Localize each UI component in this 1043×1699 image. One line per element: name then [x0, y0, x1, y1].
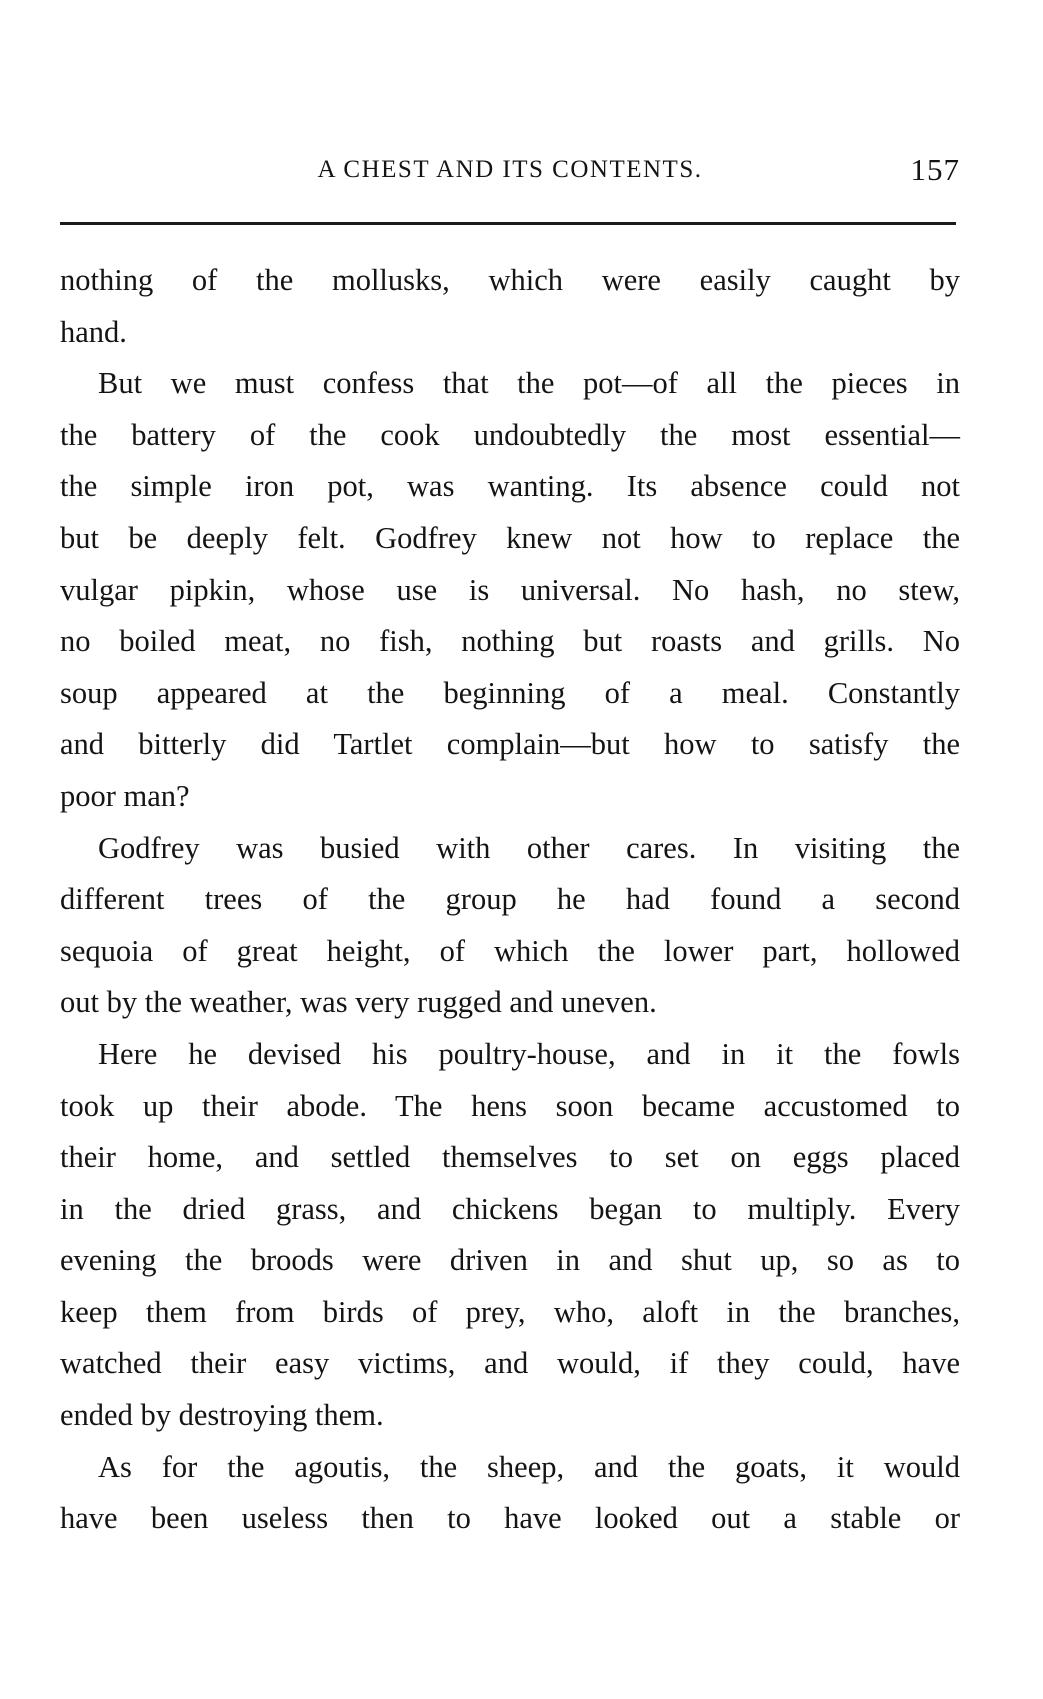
- page-number: 157: [910, 152, 960, 187]
- text-line: have been useless then to have looked out a stable or: [60, 1501, 960, 1536]
- text-line: but be deeply felt. Godfrey knew not how to replace the: [60, 520, 960, 555]
- text-line: different trees of the group he had found a second: [60, 882, 960, 917]
- text-line: evening the broods were driven in and shut up, so as to: [60, 1243, 960, 1278]
- text-line: and bitterly did Tartlet complain—but how to satisfy the: [60, 727, 960, 762]
- text-line: poor man?: [60, 778, 190, 813]
- text-line: keep them from birds of prey, who, aloft in the branches,: [60, 1294, 960, 1329]
- text-line: in the dried grass, and chickens began to multiply. Every: [60, 1191, 960, 1226]
- text-line: took up their abode. The hens soon became accustomed to: [60, 1088, 960, 1123]
- text-line: But we must confess that the pot—of all the pieces in: [98, 366, 960, 401]
- text-line: nothing of the mollusks, which were easily caught by: [60, 263, 960, 297]
- running-head: [60, 150, 960, 190]
- text-line: ended by destroying them.: [60, 1398, 384, 1433]
- body-text: [60, 255, 960, 1545]
- text-line: watched their easy victims, and would, if they could, have: [60, 1346, 960, 1381]
- text-line: the battery of the cook undoubtedly the most essential—: [60, 417, 960, 452]
- text-line: Here he devised his poultry-house, and in it the fowls: [98, 1036, 960, 1071]
- text-line: Godfrey was busied with other cares. In visiting the: [98, 830, 960, 865]
- text-line: sequoia of great height, of which the lower part, hollowed: [60, 933, 960, 968]
- header-rule: [60, 222, 956, 225]
- text-line: hand.: [60, 314, 127, 349]
- text-line: As for the agoutis, the sheep, and the goats, it would: [98, 1449, 960, 1484]
- text-line: soup appeared at the beginning of a meal. Constantly: [60, 675, 960, 710]
- text-line: their home, and settled themselves to set on eggs placed: [60, 1140, 960, 1175]
- text-line: out by the weather, was very rugged and uneven.: [60, 985, 657, 1020]
- text-line: no boiled meat, no fish, nothing but roasts and grills. No: [60, 624, 960, 659]
- text-line: the simple iron pot, was wanting. Its absence could not: [60, 469, 960, 504]
- running-title: A CHEST AND ITS CONTENTS.: [317, 156, 703, 183]
- text-line: vulgar pipkin, whose use is universal. No hash, no stew,: [60, 572, 960, 607]
